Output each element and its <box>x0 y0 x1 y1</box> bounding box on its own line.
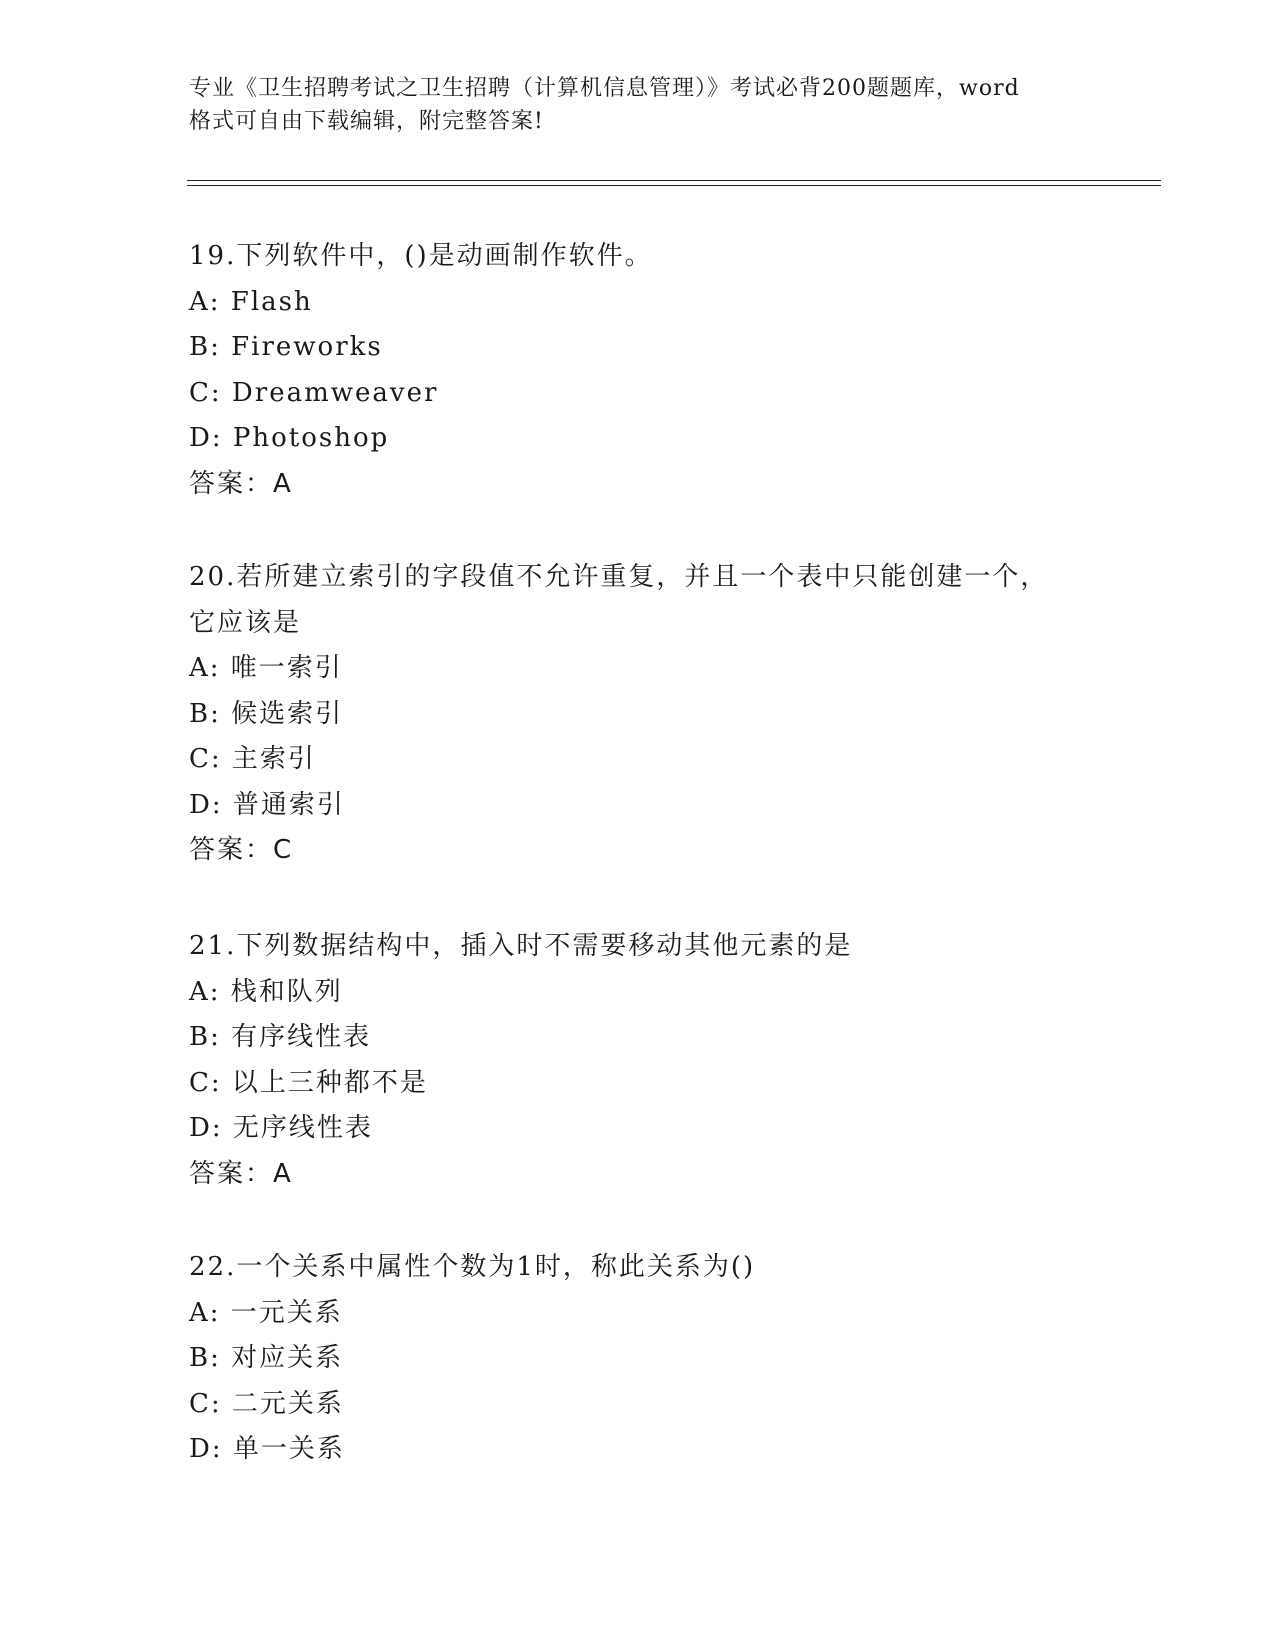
header-line-1: 专业《卫生招聘考试之卫生招聘（计算机信息管理）》考试必背200题题库，word <box>189 76 1020 101</box>
option-b: B: 有序线性表 <box>189 1022 372 1052</box>
option-d: D: Photoshop <box>189 423 390 453</box>
answer: 答案：A <box>189 1158 293 1189</box>
option-d: D: 无序线性表 <box>189 1113 373 1143</box>
option-c: C: 主索引 <box>189 744 316 774</box>
option-d: D: 普通索引 <box>189 789 345 820</box>
option-a: A: 唯一索引 <box>189 653 343 683</box>
question-22 <box>189 1245 1089 1473</box>
option-c: C: 二元关系 <box>189 1388 344 1419</box>
document-header <box>189 72 1089 138</box>
option-c: C: 以上三种都不是 <box>189 1067 428 1098</box>
question-20 <box>189 555 1089 872</box>
answer: 答案：C <box>189 835 294 865</box>
answer: 答案：A <box>189 468 293 499</box>
question-stem: 21.下列数据结构中，插入时不需要移动其他元素的是 <box>189 931 853 961</box>
question-stem: 19.下列软件中，()是动画制作软件。 <box>189 241 653 271</box>
question-stem: 20.若所建立索引的字段值不允许重复，并且一个表中只能创建一个， <box>189 562 1049 592</box>
header-line-2: 格式可自由下载编辑，附完整答案! <box>189 109 544 134</box>
option-b: B: 对应关系 <box>189 1343 344 1373</box>
header-divider-bottom <box>187 185 1161 186</box>
option-c: C: Dreamweaver <box>189 377 439 408</box>
option-d: D: 单一关系 <box>189 1434 345 1464</box>
option-a: A: 一元关系 <box>189 1297 343 1328</box>
option-a: A: 栈和队列 <box>189 976 343 1007</box>
header-divider-top <box>187 180 1161 181</box>
question-stem-continued: 它应该是 <box>189 607 302 638</box>
question-21 <box>189 924 1089 1196</box>
option-a: A: Flash <box>189 286 313 317</box>
question-stem: 22.一个关系中属性个数为1时，称此关系为() <box>189 1252 756 1282</box>
option-b: B: Fireworks <box>189 332 383 362</box>
question-19 <box>189 234 1089 506</box>
option-b: B: 候选索引 <box>189 698 344 729</box>
